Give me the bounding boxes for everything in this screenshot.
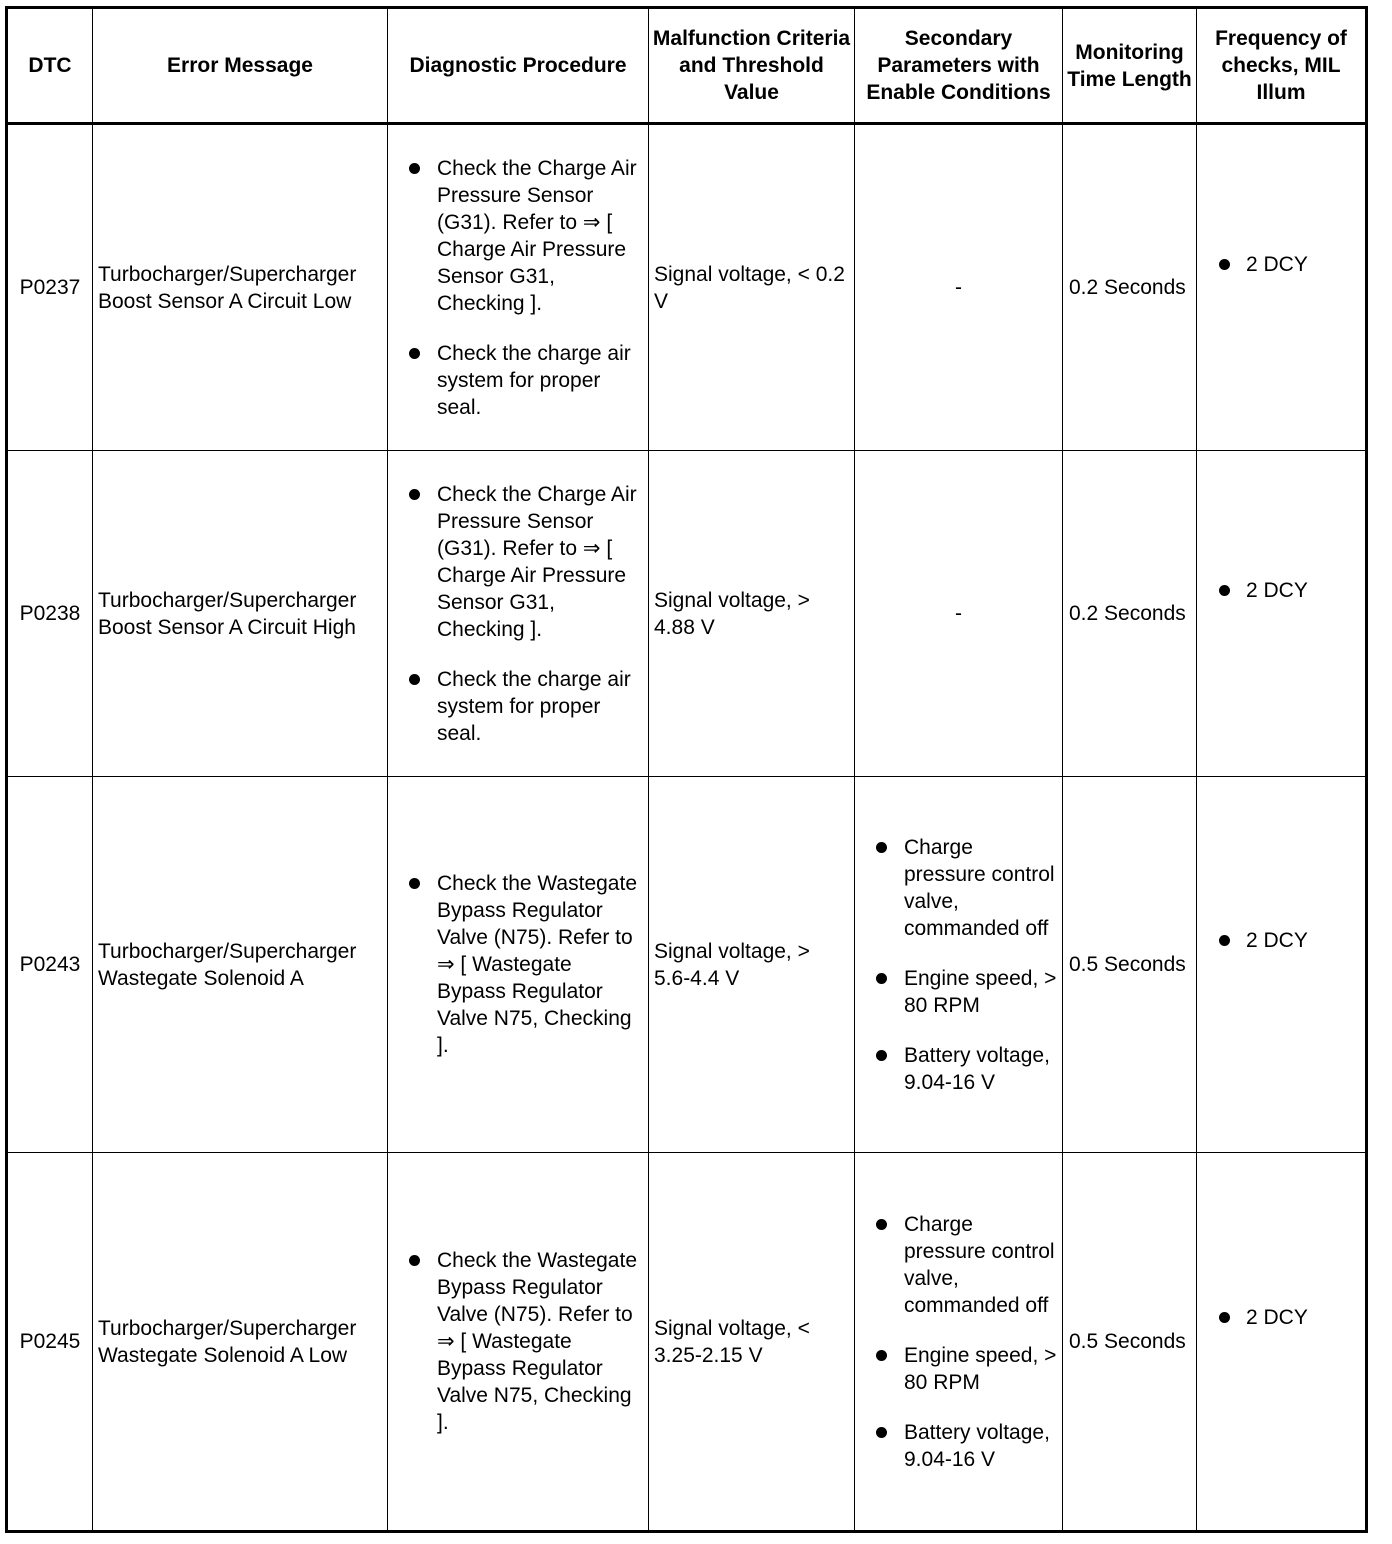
header-secondary-parameters: Secondary Parameters with Enable Conditions [855,8,1063,124]
table-header [7,8,1367,124]
table-row [7,1153,1367,1532]
dtc-table [5,6,1368,1533]
secondary-item: Battery voltage, 9.04-16 V [855,1042,1062,1096]
malfunction-criteria: Signal voltage, > 5.6-4.4 V [649,777,855,1153]
error-message: Turbocharger/Supercharger Wastegate Solenoid A [93,777,388,1153]
bullet-icon [1219,1312,1230,1323]
frequency [1197,777,1367,1153]
frequency [1197,124,1367,451]
bullet-icon [876,842,887,853]
procedure-step: Check the charge air system for proper seal. [388,340,648,421]
dtc-code: P0245 [7,1153,93,1532]
bullet-icon [409,348,420,359]
bullet-icon [1219,259,1230,270]
bullet-icon [876,1427,887,1438]
header-monitoring-time: Monitoring Time Length [1063,8,1197,124]
frequency-item: 2 DCY [1197,577,1365,604]
dtc-code: P0237 [7,124,93,451]
secondary-parameters: - [855,451,1063,777]
table-row [7,777,1367,1153]
table-row [7,124,1367,451]
bullet-icon [1219,585,1230,596]
procedure-step: Check the Wastegate Bypass Regulator Valve (N75). Refer to ⇒ [ Wastegate Bypass Regulator Valve N75, Checking ]. [388,870,648,1059]
diagnostic-procedure [388,451,649,777]
bullet-icon [409,163,420,174]
monitoring-time: 0.5 Seconds [1063,1153,1197,1532]
header-row [7,8,1367,124]
secondary-item: Engine speed, > 80 RPM [855,965,1062,1019]
bullet-icon [876,1050,887,1061]
malfunction-criteria: Signal voltage, < 0.2 V [649,124,855,451]
monitoring-time: 0.2 Seconds [1063,124,1197,451]
malfunction-criteria: Signal voltage, > 4.88 V [649,451,855,777]
table-row [7,451,1367,777]
error-message: Turbocharger/Supercharger Boost Sensor A Circuit Low [93,124,388,451]
secondary-parameters [855,777,1063,1153]
malfunction-criteria: Signal voltage, < 3.25-2.15 V [649,1153,855,1532]
secondary-item: Battery voltage, 9.04-16 V [855,1419,1062,1473]
secondary-parameters [855,1153,1063,1532]
procedure-step: Check the Charge Air Pressure Sensor (G31). Refer to ⇒ [ Charge Air Pressure Sensor G31, Checking ]. [388,481,648,643]
secondary-parameters: - [855,124,1063,451]
header-malfunction-criteria: Malfunction Criteria and Threshold Value [649,8,855,124]
secondary-item: Engine speed, > 80 RPM [855,1342,1062,1396]
diagnostic-procedure [388,777,649,1153]
frequency-item: 2 DCY [1197,927,1365,954]
bullet-icon [1219,935,1230,946]
bullet-icon [876,1350,887,1361]
error-message: Turbocharger/Supercharger Boost Sensor A Circuit High [93,451,388,777]
header-diagnostic-procedure: Diagnostic Procedure [388,8,649,124]
bullet-icon [409,878,420,889]
bullet-icon [409,489,420,500]
monitoring-time: 0.5 Seconds [1063,777,1197,1153]
diagnostic-procedure [388,1153,649,1532]
bullet-icon [409,674,420,685]
error-message: Turbocharger/Supercharger Wastegate Solenoid A Low [93,1153,388,1532]
procedure-step: Check the Wastegate Bypass Regulator Valve (N75). Refer to ⇒ [ Wastegate Bypass Regulator Valve N75, Checking ]. [388,1247,648,1436]
frequency-item: 2 DCY [1197,1304,1365,1331]
header-dtc: DTC [7,8,93,124]
procedure-step: Check the Charge Air Pressure Sensor (G31). Refer to ⇒ [ Charge Air Pressure Sensor G31, Checking ]. [388,155,648,317]
procedure-step: Check the charge air system for proper seal. [388,666,648,747]
secondary-item: Charge pressure control valve, commanded off [855,834,1062,942]
monitoring-time: 0.2 Seconds [1063,451,1197,777]
frequency [1197,451,1367,777]
bullet-icon [876,1219,887,1230]
diagnostic-procedure [388,124,649,451]
secondary-item: Charge pressure control valve, commanded off [855,1211,1062,1319]
bullet-icon [409,1255,420,1266]
header-error-message: Error Message [93,8,388,124]
frequency [1197,1153,1367,1532]
dtc-code: P0238 [7,451,93,777]
dtc-code: P0243 [7,777,93,1153]
header-frequency: Frequency of checks, MIL Illum [1197,8,1367,124]
bullet-icon [876,973,887,984]
frequency-item: 2 DCY [1197,251,1365,278]
